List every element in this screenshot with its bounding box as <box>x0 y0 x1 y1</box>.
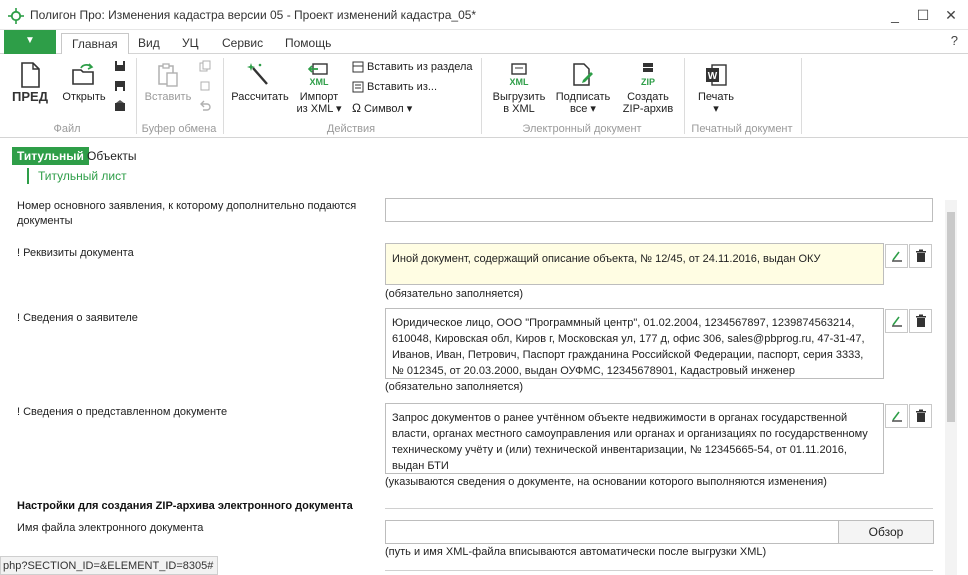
zip-text: ZIP <box>640 77 656 87</box>
copy-icon[interactable] <box>199 60 211 72</box>
document-requisites-label: ! Реквизиты документа <box>17 247 134 259</box>
tab-title-page[interactable]: Титульный <box>12 147 89 165</box>
print-label: Печать <box>697 91 735 103</box>
filename-hint: (путь и имя XML-файла вписываются автоматически после выгрузки XML) <box>385 546 767 558</box>
sign-all-label-2: все ▾ <box>570 103 596 115</box>
ribbon <box>0 54 968 138</box>
edoc-filename-label: Имя файла электронного документа <box>17 522 204 534</box>
edoc-filename-input[interactable] <box>385 520 839 544</box>
ribbon-separator <box>801 58 802 134</box>
main-application-number-input[interactable] <box>385 198 933 222</box>
insert-from-icon <box>352 81 364 93</box>
browse-button[interactable]: Обзор <box>838 520 934 544</box>
delete-submitted-document-button[interactable] <box>909 404 932 428</box>
copy-format-icon[interactable] <box>199 80 211 92</box>
submitted-document-hint: (указываются сведения о документе, на основании которого выполняются изменения) <box>385 476 827 488</box>
section-divider <box>385 570 933 571</box>
undo-icon[interactable] <box>199 100 211 112</box>
tab-service[interactable]: Сервис <box>222 36 264 50</box>
word-text: W <box>707 71 718 82</box>
zip-archive-icon <box>635 62 661 88</box>
import-xml-label-2: из XML ▾ <box>296 103 342 115</box>
edit-requisites-button[interactable] <box>885 244 908 268</box>
pencil-icon <box>890 409 904 423</box>
applicant-info-field[interactable]: Юридическое лицо, ООО "Программный центр", 01.02.2004, 1234567897, 1239874563214, 610048, Кировская обл, Киров г, Московская ул, 177 д, офис 306, sales@pbprog.ru, 47-31-47, Иванов, Иван, Петрович, Паспорт гражданина Российской Федерации, паспорт, серия 3333, № 012345, от 20.03.2000, выдан ОУФМС, 12345678901, Кадастровый инженер <box>385 308 884 379</box>
tab-view[interactable]: Вид <box>138 36 160 50</box>
paste-icon <box>156 62 180 88</box>
scrollbar-thumb[interactable] <box>947 212 955 422</box>
calculate-label: Рассчитать <box>231 91 289 103</box>
import-xml-label-1: Импорт <box>299 91 339 103</box>
applicant-info-label: ! Сведения о заявителе <box>17 312 138 324</box>
import-xml-button[interactable] <box>294 62 344 115</box>
subtab-title-sheet[interactable]: Титульный лист <box>27 168 127 184</box>
open-button[interactable] <box>60 62 108 103</box>
file-menu-button[interactable]: ▼ <box>4 30 56 54</box>
insert-from-label: Вставить из... <box>367 81 438 93</box>
tab-objects[interactable]: Объекты <box>87 149 137 163</box>
pencil-icon <box>890 249 904 263</box>
export-xml-label-1: Выгрузить <box>492 91 546 103</box>
sign-all-button[interactable] <box>552 62 614 115</box>
sign-document-icon <box>570 62 596 88</box>
group-label-actions: Действия <box>326 123 376 135</box>
export-xml-label-2: в XML <box>503 103 535 115</box>
import-xml-icon <box>306 62 332 88</box>
ribbon-tab-bar <box>0 30 968 54</box>
document-requisites-field[interactable]: Иной документ, содержащий описание объекта, № 12/45, от 24.11.2016, выдан ОКУ <box>385 243 884 285</box>
close-document-icon[interactable] <box>114 100 126 112</box>
edit-submitted-document-button[interactable] <box>885 404 908 428</box>
insert-section-icon <box>352 61 364 73</box>
applicant-hint: (обязательно заполняется) <box>385 381 524 393</box>
print-arrow: ▾ <box>713 103 719 115</box>
minimize-button[interactable]: _ <box>891 7 899 23</box>
delete-requisites-button[interactable] <box>909 244 932 268</box>
trash-icon <box>914 409 928 423</box>
window-title: Полигон Про: Изменения кадастра версии 05 - Проект изменений кадастра_05* <box>30 8 477 22</box>
open-folder-icon <box>71 62 97 88</box>
polygon-app-icon <box>8 8 24 24</box>
omega-icon: Ω <box>352 101 361 115</box>
open-label: Открыть <box>62 91 106 103</box>
pencil-icon <box>890 314 904 328</box>
requisites-hint: (обязательно заполняется) <box>385 288 524 300</box>
symbol-button[interactable] <box>352 101 412 115</box>
create-zip-button[interactable] <box>618 62 678 115</box>
symbol-label: Символ ▾ <box>363 103 413 115</box>
group-label-print: Печатный документ <box>691 123 793 135</box>
trash-icon <box>914 249 928 263</box>
create-zip-label-2: ZIP-архив <box>622 103 674 115</box>
trash-icon <box>914 314 928 328</box>
export-xml-icon <box>506 62 532 88</box>
save-as-icon[interactable] <box>114 80 126 92</box>
new-document-icon <box>19 62 41 88</box>
group-label-clipboard: Буфер обмена <box>141 123 217 135</box>
submitted-document-field[interactable]: Запрос документов о ранее учтённом объекте недвижимости в органах государственной власти, органах местного самоуправления или органах и организациях по государственному техническому учёту и (или) технической инвентаризации, № 12345665-54, от 01.11.2016, выдан БТИ <box>385 403 884 474</box>
title-bar <box>0 0 968 30</box>
group-label-file: Файл <box>53 123 81 135</box>
close-button[interactable]: ✕ <box>945 7 957 23</box>
edit-applicant-button[interactable] <box>885 309 908 333</box>
insert-from-section-label: Вставить из раздела <box>367 61 473 73</box>
save-icon[interactable] <box>114 60 126 72</box>
create-zip-label-1: Создать <box>627 91 669 103</box>
status-url-tooltip: php?SECTION_ID=&ELEMENT_ID=8305# <box>0 556 218 575</box>
new-document-button[interactable] <box>10 62 50 104</box>
zip-settings-title: Настройки для создания ZIP-архива электронного документа <box>17 500 353 512</box>
pred-label: ПРЕД <box>12 89 48 104</box>
word-document-icon <box>703 62 729 88</box>
insert-from-button[interactable] <box>352 81 437 93</box>
section-divider <box>385 508 933 509</box>
delete-applicant-button[interactable] <box>909 309 932 333</box>
help-button[interactable]: ? <box>950 33 958 48</box>
sign-all-label-1: Подписать <box>555 91 611 103</box>
paste-button[interactable] <box>142 62 194 103</box>
magic-wand-icon <box>247 62 273 88</box>
tab-help[interactable]: Помощь <box>285 36 332 50</box>
xml-text: XML <box>309 77 329 87</box>
calculate-button[interactable] <box>230 62 290 103</box>
submitted-document-label: ! Сведения о представленном документе <box>17 406 228 418</box>
print-button[interactable] <box>692 62 740 115</box>
insert-from-section-button[interactable] <box>352 61 473 73</box>
group-label-electronic-document: Электронный документ <box>522 123 642 135</box>
xml-text: XML <box>509 77 529 87</box>
paste-label: Вставить <box>144 91 192 103</box>
maximize-button[interactable]: ☐ <box>916 7 930 23</box>
tab-home[interactable]: Главная <box>61 33 129 55</box>
export-xml-button[interactable] <box>489 62 549 115</box>
main-application-number-label: Номер основного заявления, к которому дополнительно подаются документы <box>17 200 357 227</box>
tab-uc[interactable]: УЦ <box>182 36 199 50</box>
